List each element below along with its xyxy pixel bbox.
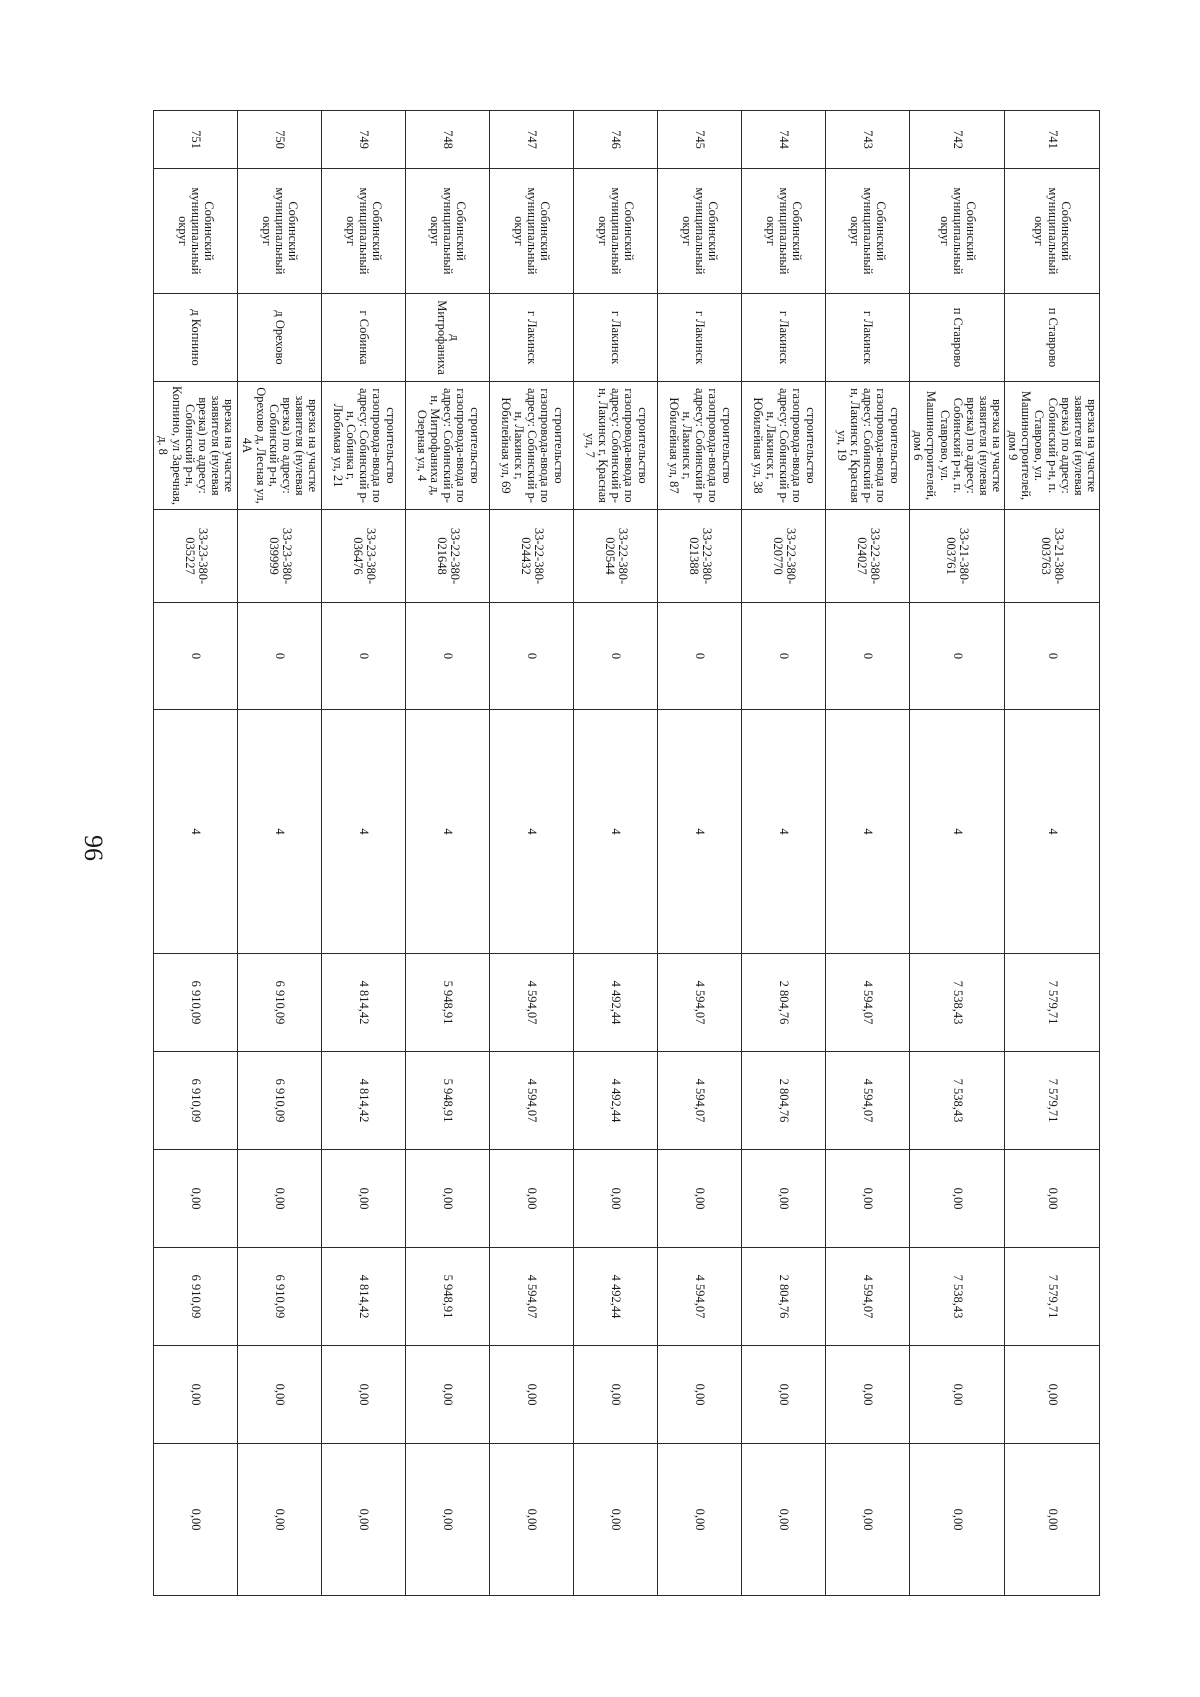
value-cell-6: 7 579,71 [1005,1248,1100,1346]
value-cell-6: 4 492,44 [574,1248,658,1346]
district-cell: Собинский муниципальный округ [490,169,574,294]
table-row [742,111,826,1596]
value-cell-4: 4 594,07 [658,1052,742,1150]
value-cell-8: 0,00 [742,1444,826,1596]
value-cell-2: 4 [742,710,826,954]
table-body [154,111,1100,1596]
row-number: 746 [574,111,658,169]
value-cell-1: 0 [490,603,574,710]
value-cell-2: 4 [826,710,910,954]
value-cell-4: 4 492,44 [574,1052,658,1150]
value-cell-4: 5 948,91 [406,1052,490,1150]
row-number: 750 [238,111,322,169]
value-cell-2: 4 [406,710,490,954]
request-id-cell: 33-22-380-024027 [826,510,910,603]
table-row [322,111,406,1596]
row-number: 747 [490,111,574,169]
description-cell: строительство газопровода-ввода по адресу: Собинский р-н, Митрофаниха д, Озерная ул, 4 [406,382,490,510]
value-cell-6: 6 910,09 [238,1248,322,1346]
value-cell-3: 4 594,07 [658,954,742,1052]
description-cell: врезка на участке заявителя (нулевая врезка) по адресу: Собинский р-н, Копнино, ул Заречная, д. 8 [154,382,238,510]
table-row [238,111,322,1596]
value-cell-1: 0 [826,603,910,710]
value-cell-2: 4 [322,710,406,954]
value-cell-5: 0,00 [574,1150,658,1248]
locality-cell: г Лакинск [658,294,742,382]
value-cell-8: 0,00 [490,1444,574,1596]
request-id-cell: 33-22-380-021388 [658,510,742,603]
value-cell-8: 0,00 [574,1444,658,1596]
description-cell: врезка на участке заявителя (нулевая врезка) по адресу: Собинский р-н, п. Ставрово, ул. Машиностроителей, дом 6 [910,382,1005,510]
district-cell: Собинский муниципальный округ [1005,169,1100,294]
value-cell-5: 0,00 [406,1150,490,1248]
district-cell: Собинский муниципальный округ [910,169,1005,294]
value-cell-4: 7 579,71 [1005,1052,1100,1150]
district-cell: Собинский муниципальный округ [658,169,742,294]
value-cell-6: 6 910,09 [154,1248,238,1346]
value-cell-3: 2 804,76 [742,954,826,1052]
value-cell-3: 4 594,07 [826,954,910,1052]
request-id-cell: 33-21-380-003761 [910,510,1005,603]
description-cell: строительство газопровода-ввода по адресу: Собинский р-н, Лакинск г, Красная ул, 7 [574,382,658,510]
value-cell-2: 4 [658,710,742,954]
request-id-cell: 33-22-380-021648 [406,510,490,603]
table-row [826,111,910,1596]
value-cell-8: 0,00 [1005,1444,1100,1596]
table-row [574,111,658,1596]
row-number: 744 [742,111,826,169]
table-row [658,111,742,1596]
district-cell: Собинский муниципальный округ [154,169,238,294]
row-number: 742 [910,111,1005,169]
value-cell-7: 0,00 [910,1346,1005,1444]
table-row [1005,111,1100,1596]
row-number: 745 [658,111,742,169]
table-row [490,111,574,1596]
value-cell-5: 0,00 [826,1150,910,1248]
value-cell-5: 0,00 [322,1150,406,1248]
locality-cell: д Митрофаниха [406,294,490,382]
value-cell-1: 0 [742,603,826,710]
value-cell-5: 0,00 [1005,1150,1100,1248]
row-number: 751 [154,111,238,169]
value-cell-8: 0,00 [658,1444,742,1596]
request-id-cell: 33-22-380-024432 [490,510,574,603]
value-cell-7: 0,00 [658,1346,742,1444]
value-cell-6: 5 948,91 [406,1248,490,1346]
district-cell: Собинский муниципальный округ [406,169,490,294]
value-cell-4: 6 910,09 [238,1052,322,1150]
locality-cell: г Собинка [322,294,406,382]
value-cell-7: 0,00 [574,1346,658,1444]
value-cell-3: 7 538,43 [910,954,1005,1052]
district-cell: Собинский муниципальный округ [826,169,910,294]
description-cell: строительство газопровода-ввода по адресу: Собинский р-н, Лакинск г, Красная ул, 19 [826,382,910,510]
value-cell-3: 5 948,91 [406,954,490,1052]
description-cell: строительство газопровода-ввода по адресу: Собинский р-н, Лакинск г, Юбилейная ул, 38 [742,382,826,510]
request-id-cell: 33-23-380-036476 [322,510,406,603]
value-cell-2: 4 [574,710,658,954]
description-cell: строительство газопровода-ввода по адресу: Собинский р-н, Собинка г, Любимая ул, 21 [322,382,406,510]
row-number: 748 [406,111,490,169]
table-row [910,111,1005,1596]
district-cell: Собинский муниципальный округ [742,169,826,294]
description-cell: врезка на участке заявителя (нулевая врезка) по адресу: Собинский р-н, п. Ставрово, ул. Машиностроителей, дом 9 [1005,382,1100,510]
value-cell-1: 0 [1005,603,1100,710]
value-cell-8: 0,00 [154,1444,238,1596]
locality-cell: д Орехово [238,294,322,382]
value-cell-1: 0 [574,603,658,710]
request-id-cell: 33-22-380-020544 [574,510,658,603]
value-cell-4: 7 538,43 [910,1052,1005,1150]
table-frame [156,110,1100,1595]
value-cell-8: 0,00 [322,1444,406,1596]
value-cell-5: 0,00 [490,1150,574,1248]
value-cell-5: 0,00 [742,1150,826,1248]
value-cell-8: 0,00 [238,1444,322,1596]
value-cell-5: 0,00 [154,1150,238,1248]
value-cell-3: 4 492,44 [574,954,658,1052]
row-number: 741 [1005,111,1100,169]
value-cell-1: 0 [910,603,1005,710]
value-cell-3: 4 594,07 [490,954,574,1052]
description-cell: строительство газопровода-ввода по адресу: Собинский р-н, Лакинск г, Юбилейная ул, 69 [490,382,574,510]
locality-cell: г Лакинск [574,294,658,382]
locality-cell: г Лакинск [742,294,826,382]
value-cell-6: 4 594,07 [826,1248,910,1346]
value-cell-5: 0,00 [238,1150,322,1248]
description-cell: врезка на участке заявителя (нулевая врезка) по адресу: Собинский р-н, Орехово д, Лесная ул, 4А [238,382,322,510]
value-cell-1: 0 [658,603,742,710]
value-cell-4: 4 814,42 [322,1052,406,1150]
value-cell-7: 0,00 [322,1346,406,1444]
request-id-cell: 33-23-380-039999 [238,510,322,603]
value-cell-2: 4 [238,710,322,954]
value-cell-4: 2 804,76 [742,1052,826,1150]
locality-cell: п Ставрово [1005,294,1100,382]
value-cell-6: 7 538,43 [910,1248,1005,1346]
district-cell: Собинский муниципальный округ [574,169,658,294]
value-cell-4: 4 594,07 [490,1052,574,1150]
value-cell-1: 0 [322,603,406,710]
value-cell-8: 0,00 [406,1444,490,1596]
value-cell-5: 0,00 [910,1150,1005,1248]
page-number: 96 [79,835,108,861]
value-cell-2: 4 [490,710,574,954]
value-cell-1: 0 [406,603,490,710]
value-cell-3: 6 910,09 [154,954,238,1052]
value-cell-5: 0,00 [658,1150,742,1248]
value-cell-3: 7 579,71 [1005,954,1100,1052]
value-cell-6: 4 814,42 [322,1248,406,1346]
value-cell-8: 0,00 [826,1444,910,1596]
value-cell-2: 4 [154,710,238,954]
value-cell-2: 4 [910,710,1005,954]
value-cell-4: 6 910,09 [154,1052,238,1150]
request-id-cell: 33-23-380-035227 [154,510,238,603]
table-row [406,111,490,1596]
district-cell: Собинский муниципальный округ [238,169,322,294]
rotated-table-container [156,110,1100,1595]
locality-cell: г Лакинск [826,294,910,382]
registry-table [153,110,1100,1596]
value-cell-7: 0,00 [154,1346,238,1444]
row-number: 743 [826,111,910,169]
value-cell-6: 4 594,07 [658,1248,742,1346]
locality-cell: п Ставрово [910,294,1005,382]
value-cell-7: 0,00 [1005,1346,1100,1444]
value-cell-3: 4 814,42 [322,954,406,1052]
value-cell-6: 2 804,76 [742,1248,826,1346]
value-cell-1: 0 [154,603,238,710]
request-id-cell: 33-21-380-003763 [1005,510,1100,603]
request-id-cell: 33-22-380-020770 [742,510,826,603]
locality-cell: г Лакинск [490,294,574,382]
value-cell-2: 4 [1005,710,1100,954]
value-cell-1: 0 [238,603,322,710]
value-cell-7: 0,00 [490,1346,574,1444]
row-number: 749 [322,111,406,169]
value-cell-7: 0,00 [238,1346,322,1444]
value-cell-3: 6 910,09 [238,954,322,1052]
value-cell-8: 0,00 [910,1444,1005,1596]
value-cell-7: 0,00 [742,1346,826,1444]
locality-cell: д Копнино [154,294,238,382]
value-cell-7: 0,00 [406,1346,490,1444]
value-cell-7: 0,00 [826,1346,910,1444]
value-cell-6: 4 594,07 [490,1248,574,1346]
value-cell-4: 4 594,07 [826,1052,910,1150]
district-cell: Собинский муниципальный округ [322,169,406,294]
description-cell: строительство газопровода-ввода по адресу: Собинский р-н, Лакинск г, Юбилейная ул, 87 [658,382,742,510]
table-row [154,111,238,1596]
